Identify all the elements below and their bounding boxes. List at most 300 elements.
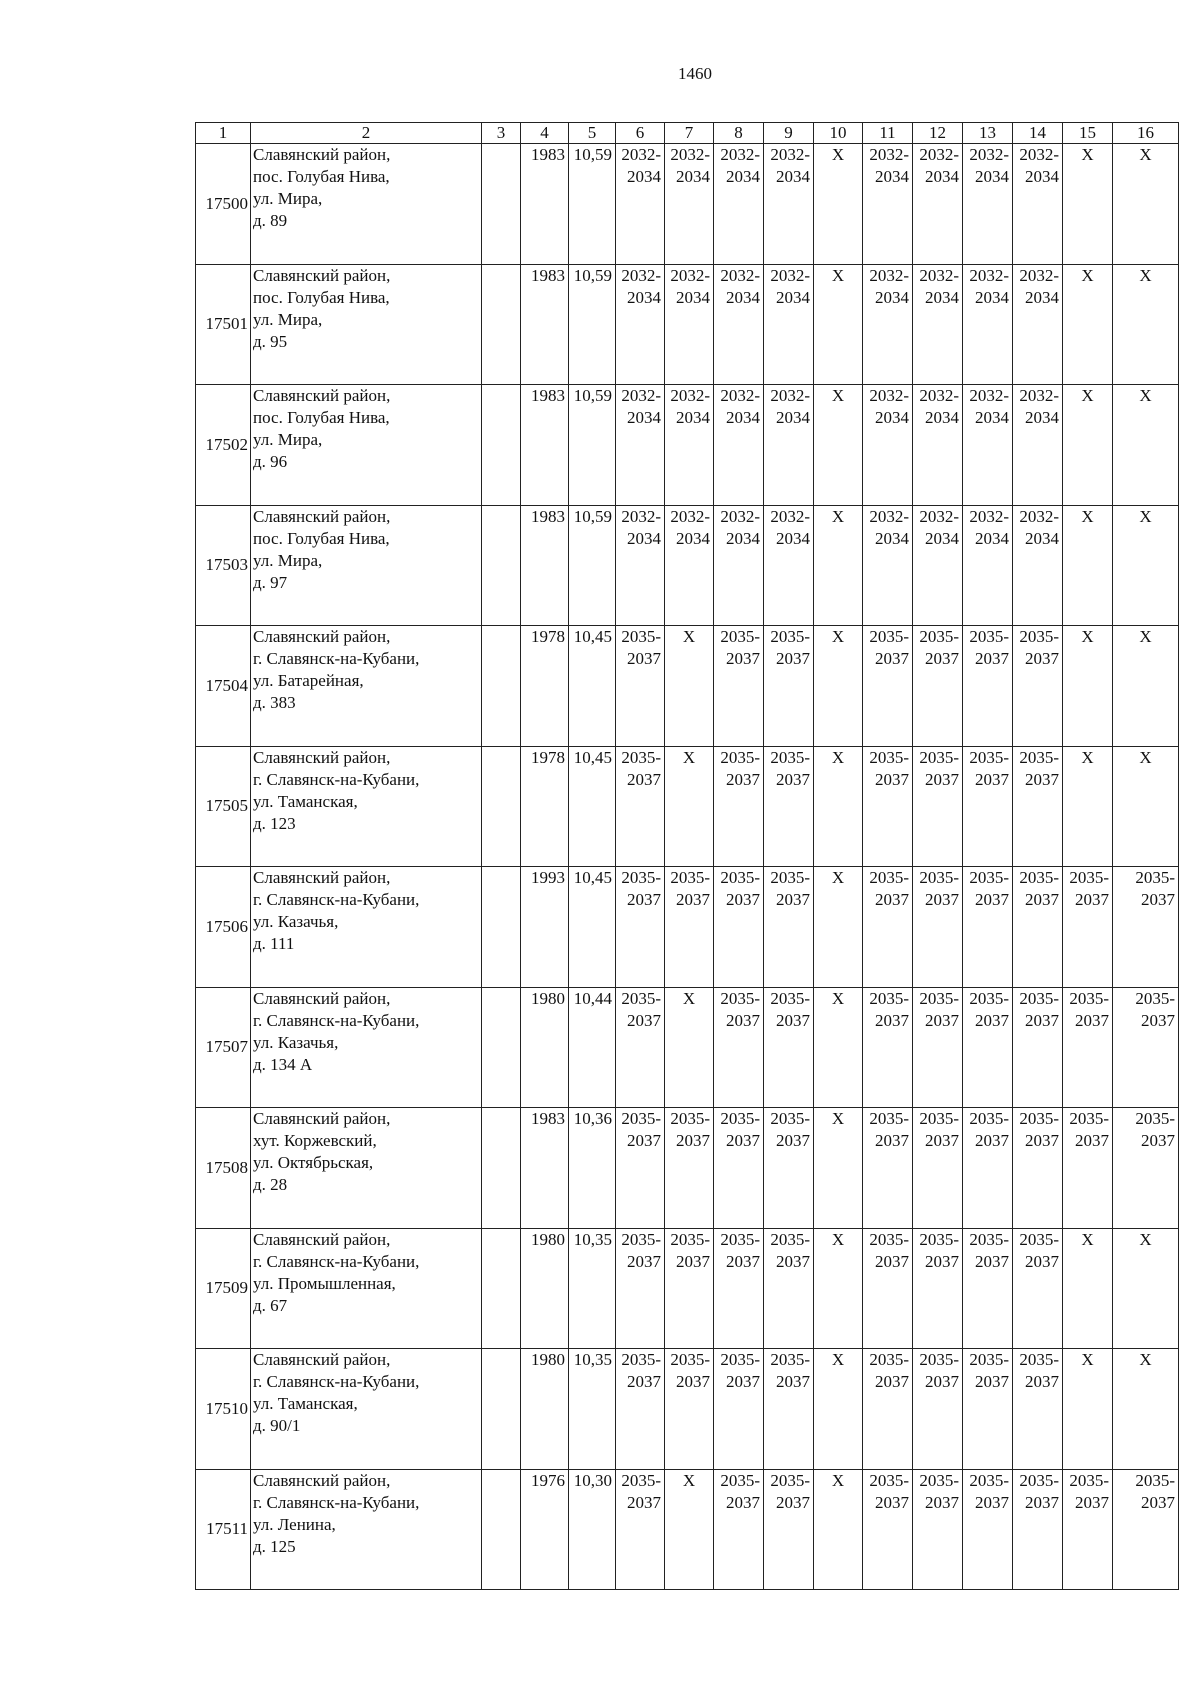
period-part: 2035- <box>969 1229 1009 1249</box>
address-line: Славянский район, <box>253 1350 391 1369</box>
period-cell <box>913 1108 963 1229</box>
value-cell: 10,44 <box>569 987 616 1108</box>
column-header: 15 <box>1063 123 1113 144</box>
period-part: 2035- <box>621 868 661 887</box>
period-part: 2035- <box>1019 627 1059 646</box>
table-row <box>196 987 1179 1108</box>
period-part: 2035- <box>621 627 661 646</box>
period-part: 2037 <box>1141 1492 1175 1512</box>
value-cell: 10,45 <box>569 626 616 747</box>
period-part: 2035- <box>770 1470 810 1490</box>
period-part: 2037 <box>627 769 661 789</box>
period-cell <box>913 264 963 385</box>
period-part: 2037 <box>975 1131 1009 1150</box>
period-part: 2035- <box>1069 868 1109 887</box>
address-line: г. Славянск-на-Кубани, <box>253 649 420 668</box>
period-cell <box>616 505 665 626</box>
period-part: 2035- <box>720 1229 760 1249</box>
period-part: 2037 <box>627 1492 661 1512</box>
period-cell <box>714 626 764 747</box>
period-part: 2032- <box>869 145 909 164</box>
period-part: 2034 <box>925 528 959 548</box>
period-part: 2037 <box>776 769 810 789</box>
period-cell <box>963 505 1013 626</box>
period-cell <box>863 144 913 265</box>
address-line: пос. Голубая Нива, <box>253 408 390 427</box>
address-line: д. 111 <box>253 934 295 953</box>
period-part: X <box>831 747 845 767</box>
x-mark-cell <box>665 1469 714 1590</box>
period-part: 2037 <box>726 649 760 668</box>
period-part: 2037 <box>925 769 959 789</box>
period-part: 2037 <box>776 1131 810 1150</box>
period-cell <box>863 1349 913 1470</box>
period-part: 2034 <box>1025 408 1059 427</box>
period-part: 2037 <box>776 649 810 668</box>
period-cell <box>963 1108 1013 1229</box>
column-header: 7 <box>665 123 714 144</box>
table-row <box>196 626 1179 747</box>
period-cell <box>1013 1108 1063 1229</box>
period-cell <box>616 1228 665 1349</box>
period-part: 2035- <box>670 1109 710 1128</box>
value-cell: 10,35 <box>569 1228 616 1349</box>
period-part: 2037 <box>1025 1251 1059 1271</box>
x-mark-cell <box>814 746 863 867</box>
period-part: 2037 <box>1025 1492 1059 1512</box>
column-header: 10 <box>814 123 863 144</box>
period-part: 2032- <box>869 265 909 285</box>
value-cell: 10,36 <box>569 1108 616 1229</box>
address-cell <box>251 987 482 1108</box>
period-part: 2034 <box>676 287 710 307</box>
row-number: 17504 <box>196 626 251 747</box>
period-part: 2034 <box>776 408 810 427</box>
period-cell <box>913 1469 963 1590</box>
period-part: 2035- <box>770 747 810 767</box>
address-line: Славянский район, <box>253 265 391 285</box>
period-part: 2037 <box>975 769 1009 789</box>
period-cell <box>863 385 913 506</box>
period-part: 2037 <box>627 890 661 909</box>
period-part: 2032- <box>969 265 1009 285</box>
period-cell <box>863 264 913 385</box>
table-row <box>196 505 1179 626</box>
period-part: 2032- <box>770 506 810 526</box>
period-cell <box>863 867 913 988</box>
page-number: 1460 <box>678 64 712 83</box>
address-cell <box>251 626 482 747</box>
period-cell <box>714 746 764 867</box>
x-mark-cell <box>1063 505 1113 626</box>
table-body <box>196 144 1179 1590</box>
period-part: X <box>1081 386 1094 405</box>
period-part: 2035- <box>621 1470 661 1490</box>
period-cell <box>963 1469 1013 1590</box>
period-part: 2035- <box>1069 988 1109 1008</box>
period-part: 2034 <box>1025 167 1059 186</box>
period-part: 2037 <box>875 1251 909 1271</box>
period-part: 2037 <box>726 1492 760 1512</box>
value-cell: 10,45 <box>569 746 616 867</box>
period-part: 2035- <box>621 1350 661 1369</box>
period-part: 2035- <box>969 627 1009 646</box>
period-part: 2037 <box>925 1010 959 1030</box>
period-part: 2032- <box>720 386 760 405</box>
period-part: X <box>831 386 845 405</box>
year-cell: 1980 <box>521 987 569 1108</box>
period-part: X <box>1139 265 1152 285</box>
period-part: 2037 <box>1075 1131 1109 1150</box>
period-part: 2034 <box>776 287 810 307</box>
period-cell <box>665 385 714 506</box>
period-part: 2035- <box>869 1350 909 1369</box>
address-cell <box>251 144 482 265</box>
period-part: 2035- <box>969 1470 1009 1490</box>
period-part: 2035- <box>1019 868 1059 887</box>
address-line: г. Славянск-на-Кубани, <box>253 1251 420 1271</box>
period-part: X <box>1139 747 1152 767</box>
period-part: 2032- <box>621 145 661 164</box>
period-cell <box>665 1228 714 1349</box>
column-header: 12 <box>913 123 963 144</box>
period-part: 2037 <box>726 769 760 789</box>
period-part: 2035- <box>869 1109 909 1128</box>
period-part: 2035- <box>670 868 710 887</box>
period-part: 2037 <box>1025 1131 1059 1150</box>
period-cell <box>913 626 963 747</box>
address-line: Славянский район, <box>253 627 391 646</box>
period-part: 2034 <box>676 408 710 427</box>
period-cell <box>863 1108 913 1229</box>
period-part: 2035- <box>770 988 810 1008</box>
period-cell <box>665 867 714 988</box>
period-part: 2034 <box>726 408 760 427</box>
year-cell: 1993 <box>521 867 569 988</box>
address-line: г. Славянск-на-Кубани, <box>253 890 420 909</box>
period-part: 2035- <box>621 988 661 1008</box>
address-line: Славянский район, <box>253 145 391 164</box>
col-3-cell <box>482 505 521 626</box>
period-part: X <box>831 868 845 887</box>
row-number: 17511 <box>196 1469 251 1590</box>
year-cell: 1978 <box>521 746 569 867</box>
address-cell <box>251 1349 482 1470</box>
year-cell: 1983 <box>521 264 569 385</box>
period-part: 2035- <box>1069 1109 1109 1128</box>
period-cell <box>764 987 814 1108</box>
x-mark-cell <box>1113 505 1179 626</box>
period-part: 2035- <box>969 1350 1009 1369</box>
period-part: 2037 <box>627 649 661 668</box>
period-part: 2037 <box>925 1372 959 1391</box>
period-part: 2035- <box>969 1109 1009 1128</box>
column-header: 16 <box>1113 123 1179 144</box>
row-number: 17508 <box>196 1108 251 1229</box>
address-line: Славянский район, <box>253 988 391 1008</box>
period-cell <box>1013 626 1063 747</box>
x-mark-cell <box>1063 385 1113 506</box>
period-part: 2032- <box>969 145 1009 164</box>
address-line: Славянский район, <box>253 386 391 405</box>
x-mark-cell <box>814 505 863 626</box>
x-mark-cell <box>1113 264 1179 385</box>
period-part: 2037 <box>676 890 710 909</box>
period-cell <box>616 1349 665 1470</box>
period-part: 2032- <box>1019 386 1059 405</box>
address-cell <box>251 1108 482 1229</box>
period-cell <box>616 626 665 747</box>
period-part: X <box>831 1350 845 1369</box>
address-line: д. 89 <box>253 211 288 230</box>
period-part: 2035- <box>1019 1470 1059 1490</box>
period-part: X <box>682 627 696 646</box>
period-cell <box>616 1469 665 1590</box>
period-cell <box>764 746 814 867</box>
table-row <box>196 264 1179 385</box>
address-cell <box>251 1469 482 1590</box>
table-row <box>196 1469 1179 1590</box>
x-mark-cell <box>1113 1228 1179 1349</box>
period-part: 2032- <box>621 386 661 405</box>
period-cell <box>764 144 814 265</box>
column-header: 3 <box>482 123 521 144</box>
period-cell <box>616 264 665 385</box>
period-part: 2037 <box>875 649 909 668</box>
address-line: пос. Голубая Нива, <box>253 528 390 548</box>
period-cell <box>1013 385 1063 506</box>
period-part: 2032- <box>1019 506 1059 526</box>
period-part: 2035- <box>720 1109 760 1128</box>
period-cell <box>1063 1469 1113 1590</box>
period-part: 2035- <box>869 868 909 887</box>
period-part: 2037 <box>776 1492 810 1512</box>
period-cell <box>764 1108 814 1229</box>
col-3-cell <box>482 144 521 265</box>
period-part: 2035- <box>720 1350 760 1369</box>
period-part: 2035- <box>770 1350 810 1369</box>
period-part: 2032- <box>919 506 959 526</box>
column-header: 1 <box>196 123 251 144</box>
period-cell <box>665 505 714 626</box>
period-part: 2037 <box>1141 1010 1175 1030</box>
period-part: 2035- <box>919 1229 959 1249</box>
period-cell <box>963 987 1013 1108</box>
column-header: 2 <box>251 123 482 144</box>
period-part: 2034 <box>1025 287 1059 307</box>
period-part: X <box>1139 386 1152 405</box>
period-cell <box>963 746 1013 867</box>
x-mark-cell <box>1063 1228 1113 1349</box>
period-cell <box>714 144 764 265</box>
address-line: Славянский район, <box>253 1109 391 1128</box>
period-cell <box>764 385 814 506</box>
x-mark-cell <box>814 1108 863 1229</box>
period-part: 2035- <box>919 1109 959 1128</box>
period-cell <box>913 746 963 867</box>
period-part: X <box>831 1470 845 1490</box>
value-cell: 10,30 <box>569 1469 616 1590</box>
period-part: 2034 <box>726 167 760 186</box>
address-line: хут. Коржевский, <box>253 1131 377 1150</box>
period-cell <box>665 1108 714 1229</box>
value-cell: 10,35 <box>569 1349 616 1470</box>
period-part: 2034 <box>875 528 909 548</box>
period-part: X <box>1081 265 1094 285</box>
row-number: 17506 <box>196 867 251 988</box>
period-part: 2037 <box>676 1251 710 1271</box>
period-part: 2034 <box>875 287 909 307</box>
period-cell <box>1113 867 1179 988</box>
address-line: Славянский район, <box>253 1470 391 1490</box>
address-line: г. Славянск-на-Кубани, <box>253 1010 420 1030</box>
registry-table <box>195 122 1179 1590</box>
col-3-cell <box>482 867 521 988</box>
year-cell: 1983 <box>521 1108 569 1229</box>
period-part: 2032- <box>670 386 710 405</box>
period-part: 2034 <box>676 167 710 186</box>
period-cell <box>913 505 963 626</box>
period-part: 2037 <box>925 1251 959 1271</box>
column-header: 14 <box>1013 123 1063 144</box>
column-header: 5 <box>569 123 616 144</box>
column-header: 6 <box>616 123 665 144</box>
period-part: 2037 <box>776 890 810 909</box>
period-cell <box>963 144 1013 265</box>
period-part: 2037 <box>975 1251 1009 1271</box>
period-cell <box>863 746 913 867</box>
x-mark-cell <box>1113 144 1179 265</box>
period-part: 2034 <box>676 528 710 548</box>
period-part: 2035- <box>1135 1109 1175 1128</box>
period-cell <box>913 1349 963 1470</box>
col-3-cell <box>482 1108 521 1229</box>
period-part: 2034 <box>726 287 760 307</box>
value-cell: 10,59 <box>569 505 616 626</box>
period-cell <box>863 626 913 747</box>
year-cell: 1980 <box>521 1228 569 1349</box>
period-part: 2037 <box>1025 769 1059 789</box>
period-part: 2037 <box>925 1492 959 1512</box>
row-number: 17501 <box>196 264 251 385</box>
row-number: 17500 <box>196 144 251 265</box>
period-part: 2035- <box>1019 1229 1059 1249</box>
address-line: г. Славянск-на-Кубани, <box>253 1492 420 1512</box>
address-line: ул. Батарейная, <box>253 671 364 690</box>
period-part: 2035- <box>919 1350 959 1369</box>
period-part: 2035- <box>1019 747 1059 767</box>
address-line: пос. Голубая Нива, <box>253 287 390 307</box>
period-part: 2035- <box>720 627 760 646</box>
period-cell <box>714 1469 764 1590</box>
period-part: 2035- <box>621 1229 661 1249</box>
period-cell <box>764 1469 814 1590</box>
address-cell <box>251 867 482 988</box>
period-cell <box>714 1108 764 1229</box>
period-cell <box>714 987 764 1108</box>
x-mark-cell <box>665 987 714 1108</box>
period-part: X <box>1139 1229 1152 1249</box>
address-line: ул. Таманская, <box>253 791 358 811</box>
period-part: 2037 <box>1075 890 1109 909</box>
table-row <box>196 867 1179 988</box>
period-cell <box>616 144 665 265</box>
period-part: X <box>1139 506 1152 526</box>
period-part: 2034 <box>925 408 959 427</box>
period-part: 2035- <box>869 1470 909 1490</box>
address-line: д. 95 <box>253 331 288 351</box>
period-part: X <box>1081 747 1094 767</box>
period-cell <box>764 264 814 385</box>
column-header: 4 <box>521 123 569 144</box>
period-part: 2032- <box>869 386 909 405</box>
period-part: 2034 <box>925 287 959 307</box>
period-part: 2037 <box>1075 1492 1109 1512</box>
period-part: 2032- <box>621 265 661 285</box>
x-mark-cell <box>1113 385 1179 506</box>
period-part: 2035- <box>720 747 760 767</box>
period-part: 2037 <box>1025 890 1059 909</box>
period-part: 2037 <box>925 649 959 668</box>
period-part: 2032- <box>670 506 710 526</box>
period-part: 2037 <box>726 1131 760 1150</box>
x-mark-cell <box>1113 626 1179 747</box>
period-part: 2035- <box>720 1470 760 1490</box>
period-part: X <box>1139 1350 1152 1369</box>
address-line: ул. Октябрьская, <box>253 1153 374 1172</box>
row-number: 17510 <box>196 1349 251 1470</box>
period-part: X <box>831 265 845 285</box>
period-part: 2035- <box>1019 1109 1059 1128</box>
address-line: д. 123 <box>253 813 296 833</box>
period-part: X <box>682 1470 696 1490</box>
period-cell <box>616 385 665 506</box>
period-part: 2035- <box>1069 1470 1109 1490</box>
period-part: 2035- <box>770 868 810 887</box>
period-part: 2037 <box>975 649 1009 668</box>
period-cell <box>714 867 764 988</box>
col-3-cell <box>482 385 521 506</box>
period-part: 2034 <box>975 528 1009 548</box>
period-part: X <box>831 1229 845 1249</box>
period-cell <box>1013 1228 1063 1349</box>
period-part: 2034 <box>627 408 661 427</box>
period-part: 2037 <box>1025 1372 1059 1391</box>
address-line: г. Славянск-на-Кубани, <box>253 1372 420 1391</box>
period-part: 2037 <box>875 890 909 909</box>
col-3-cell <box>482 626 521 747</box>
period-cell <box>714 1349 764 1470</box>
period-part: 2037 <box>726 1372 760 1391</box>
period-cell <box>616 746 665 867</box>
period-cell <box>1013 746 1063 867</box>
period-part: 2037 <box>1141 1131 1175 1150</box>
year-cell: 1983 <box>521 144 569 265</box>
period-part: 2037 <box>925 1131 959 1150</box>
address-line: д. 67 <box>253 1295 288 1315</box>
period-part: 2032- <box>770 386 810 405</box>
address-line: ул. Казачья, <box>253 1032 339 1052</box>
address-cell <box>251 385 482 506</box>
period-part: X <box>682 988 696 1008</box>
period-part: 2037 <box>975 1492 1009 1512</box>
period-part: 2035- <box>621 747 661 767</box>
period-cell <box>963 626 1013 747</box>
period-part: 2032- <box>670 265 710 285</box>
period-cell <box>764 626 814 747</box>
x-mark-cell <box>814 1469 863 1590</box>
period-part: X <box>1081 145 1094 164</box>
